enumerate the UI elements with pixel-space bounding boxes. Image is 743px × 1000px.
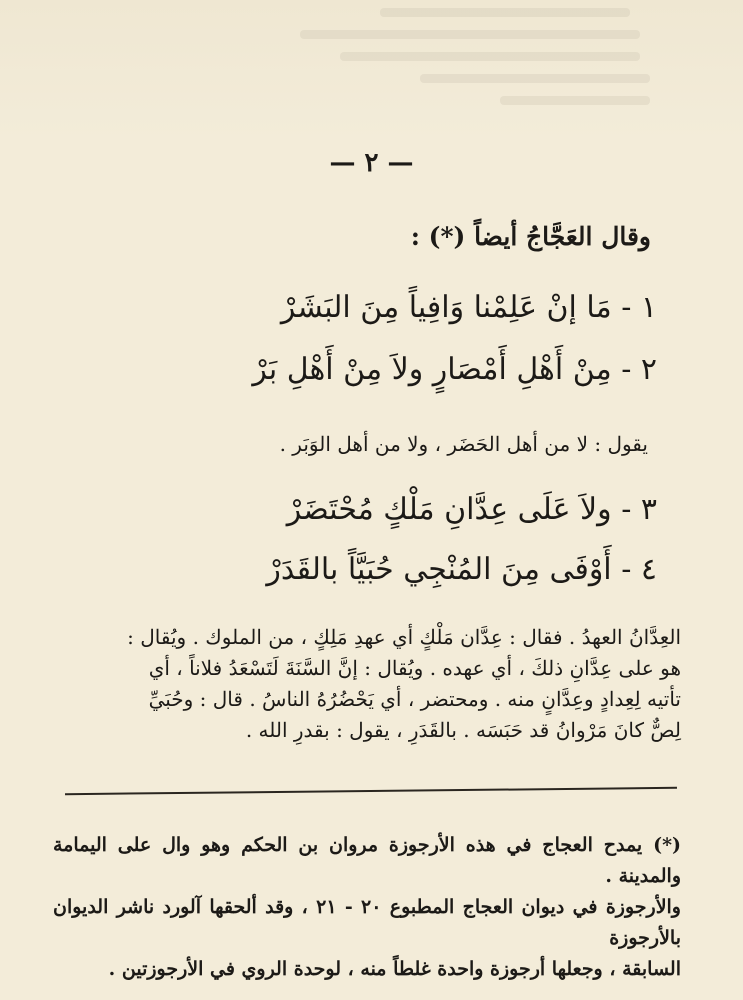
- verse-number: ٢ -: [621, 352, 657, 387]
- commentary: يقول : لا من أهل الحَضَر ، ولا من أهل الوَبَر .: [279, 432, 648, 456]
- verse-text: أَوْفَى مِنَ المُنْجِي حُبَيَّاً بالقَدَرْ: [266, 552, 612, 587]
- gloss-paragraph: [53, 622, 681, 746]
- gloss-line: تأتيه لِعِدادٍ وعِدَّانٍ منه . ومحتضر ، أي يَحْضُرُهُ الناسُ . قال : وحُبَيِّ: [148, 687, 681, 711]
- footnote-line: السابقة ، وجعلها أرجوزة واحدة غلطاً منه ، لوحدة الروي في الأرجوزتين .: [108, 958, 681, 980]
- verse-line: [97, 290, 657, 325]
- footnote-divider: [65, 787, 677, 795]
- gloss-line: لِصٌّ كانَ مَرْوانُ قد حَبَسَه . بالقَدَرِ ، يقول : بقدرِ الله .: [245, 718, 681, 742]
- footnote-line: والأرجوزة في ديوان العجاج المطبوع ٢٠ - ٢١ ، وقد ألحقها آلورد ناشر الديوان بالأرجوزة: [53, 896, 681, 949]
- verse-text: ولاَ عَلَى عِدَّانِ مَلْكٍ مُحْتَضَرْ: [286, 492, 612, 527]
- section-heading: وقال العَجَّاجُ أيضاً (*) :: [410, 222, 651, 251]
- page-number: — ٢ —: [329, 148, 414, 178]
- verse-text: مِنْ أَهْلِ أَمْصَارٍ ولاَ مِنْ أَهْلِ بَرْ: [252, 352, 612, 387]
- verse-line: [97, 352, 657, 387]
- verse-number: ٤ -: [621, 552, 657, 587]
- footnote-line: (*) يمدح العجاج في هذه الأرجوزة مروان بن الحكم وهو وال على اليمامة والمدينة .: [53, 834, 681, 887]
- verse-line: [97, 492, 657, 527]
- footnote: [53, 830, 681, 985]
- verse-text: مَا إنْ عَلِمْنا وَافِياً مِنَ البَشَرْ: [280, 290, 612, 325]
- verse-number: ٣ -: [621, 492, 657, 527]
- verse-line: [97, 552, 657, 587]
- gloss-line: العِدَّانُ العهدُ . فقال : عِدَّان مَلْكٍ أي عهدِ مَلِكٍ ، من الملوك . ويُقال :: [127, 625, 681, 649]
- show-through-text: [0, 0, 743, 140]
- gloss-line: هو على عِدَّانِ ذلكَ ، أي عهده . ويُقال : إنَّ السَّنَةَ لَتَسْعَدُ فلاناً ، أي: [148, 656, 681, 680]
- verse-number: ١ -: [621, 290, 657, 325]
